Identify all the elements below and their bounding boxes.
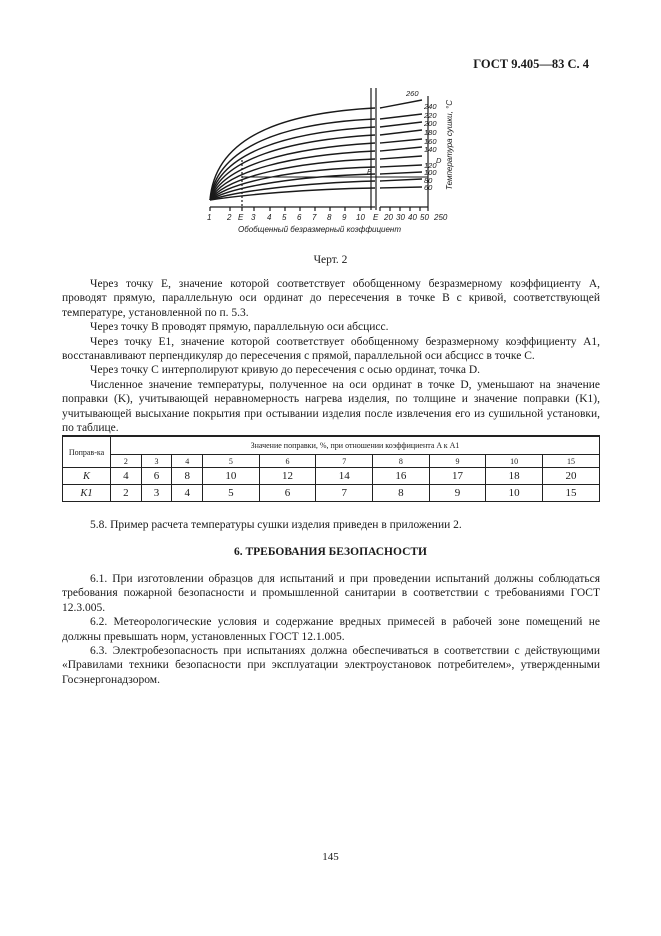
figure-chart-2 bbox=[190, 88, 480, 248]
ratio-cell: 5 bbox=[203, 455, 260, 468]
x-tick-1: 1 bbox=[207, 213, 212, 222]
table-ratio-row bbox=[63, 455, 600, 468]
x-tick-E1: E bbox=[373, 213, 379, 222]
label-240: 240 bbox=[424, 102, 437, 111]
label-120: 120 bbox=[424, 161, 437, 170]
paragraph-6-2: 6.2. Метеорологические условия и содержание вредных примесей в рабочей зоне помещений не должны превышать норм, установленных ГОСТ 12.1.005. bbox=[62, 616, 600, 643]
ratio-cell: 9 bbox=[429, 455, 486, 468]
table-cell: 14 bbox=[316, 468, 373, 485]
x-tick-3: 3 bbox=[251, 213, 256, 222]
table-col-header: Значение поправки, %, при отношении коэффициента A к A1 bbox=[111, 436, 600, 455]
table-cell: 6 bbox=[259, 485, 316, 502]
x-axis-label: Обобщенный безразмерный коэффициент bbox=[238, 225, 401, 234]
body-text-block-1 bbox=[62, 277, 600, 435]
table-cell: 20 bbox=[543, 468, 600, 485]
curve-120 bbox=[210, 167, 375, 200]
body-text-block-2 bbox=[62, 518, 600, 532]
paragraph-3: Через точку E1, значение которой соответствует обобщенному безразмерному коэффициенту A1, восстанавливают перпендикуляр до пересечения с прямой, параллельной оси абсцисс в точке C. bbox=[62, 335, 600, 363]
body-text-block-3 bbox=[62, 572, 600, 687]
ratio-cell: 6 bbox=[259, 455, 316, 468]
ratio-cell: 3 bbox=[141, 455, 172, 468]
table-cell: 8 bbox=[373, 485, 430, 502]
point-d-label: D bbox=[436, 156, 442, 165]
table-cell: 7 bbox=[316, 485, 373, 502]
table-row bbox=[63, 485, 600, 502]
label-260: 260 bbox=[406, 89, 419, 98]
table-row-header: Поправ-ка bbox=[63, 436, 111, 468]
x-tick-9: 9 bbox=[342, 213, 347, 222]
x-tick-5: 5 bbox=[282, 213, 287, 222]
ratio-cell: 10 bbox=[486, 455, 543, 468]
curve-right-segments bbox=[380, 100, 422, 188]
page-header: ГОСТ 9.405—83 С. 4 bbox=[473, 57, 589, 71]
tick-labels bbox=[207, 213, 448, 234]
paragraph-6-1: 6.1. При изготовлении образцов для испытаний и при проведении испытаний должны соблюдаться требования пожарной безопасности и промышленной санитарии в соответствии с требованиями ГОСТ 12.3.005. bbox=[62, 573, 600, 614]
ratio-cell: 2 bbox=[111, 455, 142, 468]
table-cell: 8 bbox=[172, 468, 203, 485]
tick-marks bbox=[210, 207, 428, 211]
table-cell: 18 bbox=[486, 468, 543, 485]
section-title: 6. ТРЕБОВАНИЯ БЕЗОПАСНОСТИ bbox=[233, 546, 428, 558]
table-header-row bbox=[63, 436, 600, 455]
table-cell: 6 bbox=[141, 468, 172, 485]
table-cell: 16 bbox=[373, 468, 430, 485]
x-tick-20: 20 bbox=[384, 213, 393, 222]
paragraph-2: Через точку B проводят прямую, параллельную оси абсцисс. bbox=[90, 321, 389, 334]
table-cell: 4 bbox=[111, 468, 142, 485]
table-cell: 5 bbox=[203, 485, 260, 502]
label-200: 200 bbox=[424, 119, 437, 128]
x-tick-250: 250 bbox=[434, 213, 448, 222]
table-cell: 4 bbox=[172, 485, 203, 502]
label-160: 160 bbox=[424, 137, 437, 146]
figure-caption: Черт. 2 bbox=[313, 254, 348, 266]
table-cell: 9 bbox=[429, 485, 486, 502]
table-row bbox=[63, 468, 600, 485]
x-tick-2: 2 bbox=[227, 213, 232, 222]
ratio-cell: 8 bbox=[373, 455, 430, 468]
label-60: 60 bbox=[424, 183, 433, 192]
x-tick-40: 40 bbox=[408, 213, 417, 222]
table-cell: 10 bbox=[486, 485, 543, 502]
table-cell: 3 bbox=[141, 485, 172, 502]
table-cell: 2 bbox=[111, 485, 142, 502]
table-cell: 10 bbox=[203, 468, 260, 485]
x-tick-E: E bbox=[238, 213, 244, 222]
point-b-label: B bbox=[367, 167, 373, 176]
x-tick-8: 8 bbox=[327, 213, 332, 222]
paragraph-4: Через точку C интерполируют кривую до пересечения с осью ординат, точка D. bbox=[90, 364, 481, 377]
label-80: 80 bbox=[424, 176, 433, 185]
label-100: 100 bbox=[424, 168, 437, 177]
ratio-cell: 4 bbox=[172, 455, 203, 468]
drying-temperature-nomogram bbox=[190, 88, 480, 248]
label-140: 140 bbox=[424, 145, 437, 154]
row-label-k: K bbox=[63, 468, 111, 485]
table-cell: 15 bbox=[543, 485, 600, 502]
paragraph-5: Численное значение температуры, полученное на оси ординат в точке D, уменьшают на значение поправки (K), учитывающей неравномерность нагрева изделия, по толщине и значение поправки (K1), учитывающей высыхание покрытия при остывании изделия после извлечения его из сушильной установки, по таблице. bbox=[62, 378, 600, 435]
paragraph-5-8: 5.8. Пример расчета температуры сушки изделия приведен в приложении 2. bbox=[90, 519, 462, 531]
x-tick-50: 50 bbox=[420, 213, 429, 222]
x-tick-6: 6 bbox=[297, 213, 302, 222]
ratio-cell: 15 bbox=[543, 455, 600, 468]
table-cell: 17 bbox=[429, 468, 486, 485]
x-tick-4: 4 bbox=[267, 213, 272, 222]
x-tick-10: 10 bbox=[356, 213, 365, 222]
row-label-k1: K1 bbox=[63, 485, 111, 502]
paragraph-6-3: 6.3. Электробезопасность при испытаниях должна обеспечиваться в соответствии с действующими «Правилами техники безопасности при эксплуатации электроустановок потребителем», утвержденными Госэнергонадзором. bbox=[62, 645, 600, 686]
table-cell: 12 bbox=[259, 468, 316, 485]
paragraph-1: Через точку E, значение которой соответствует обобщенному безразмерному коэффициенту A, проводят прямую, параллельную оси ординат до пересечения в точке B с кривой, соответствующей температуре, установленной по п. 5.3. bbox=[62, 278, 600, 319]
page-number: 145 bbox=[322, 851, 339, 863]
ratio-cell: 7 bbox=[316, 455, 373, 468]
label-220: 220 bbox=[424, 111, 437, 120]
x-tick-7: 7 bbox=[312, 213, 317, 222]
x-tick-30: 30 bbox=[396, 213, 405, 222]
y-axis-label: Температура сушки, °С bbox=[445, 99, 454, 190]
label-180: 180 bbox=[424, 128, 437, 137]
correction-table bbox=[62, 435, 600, 502]
